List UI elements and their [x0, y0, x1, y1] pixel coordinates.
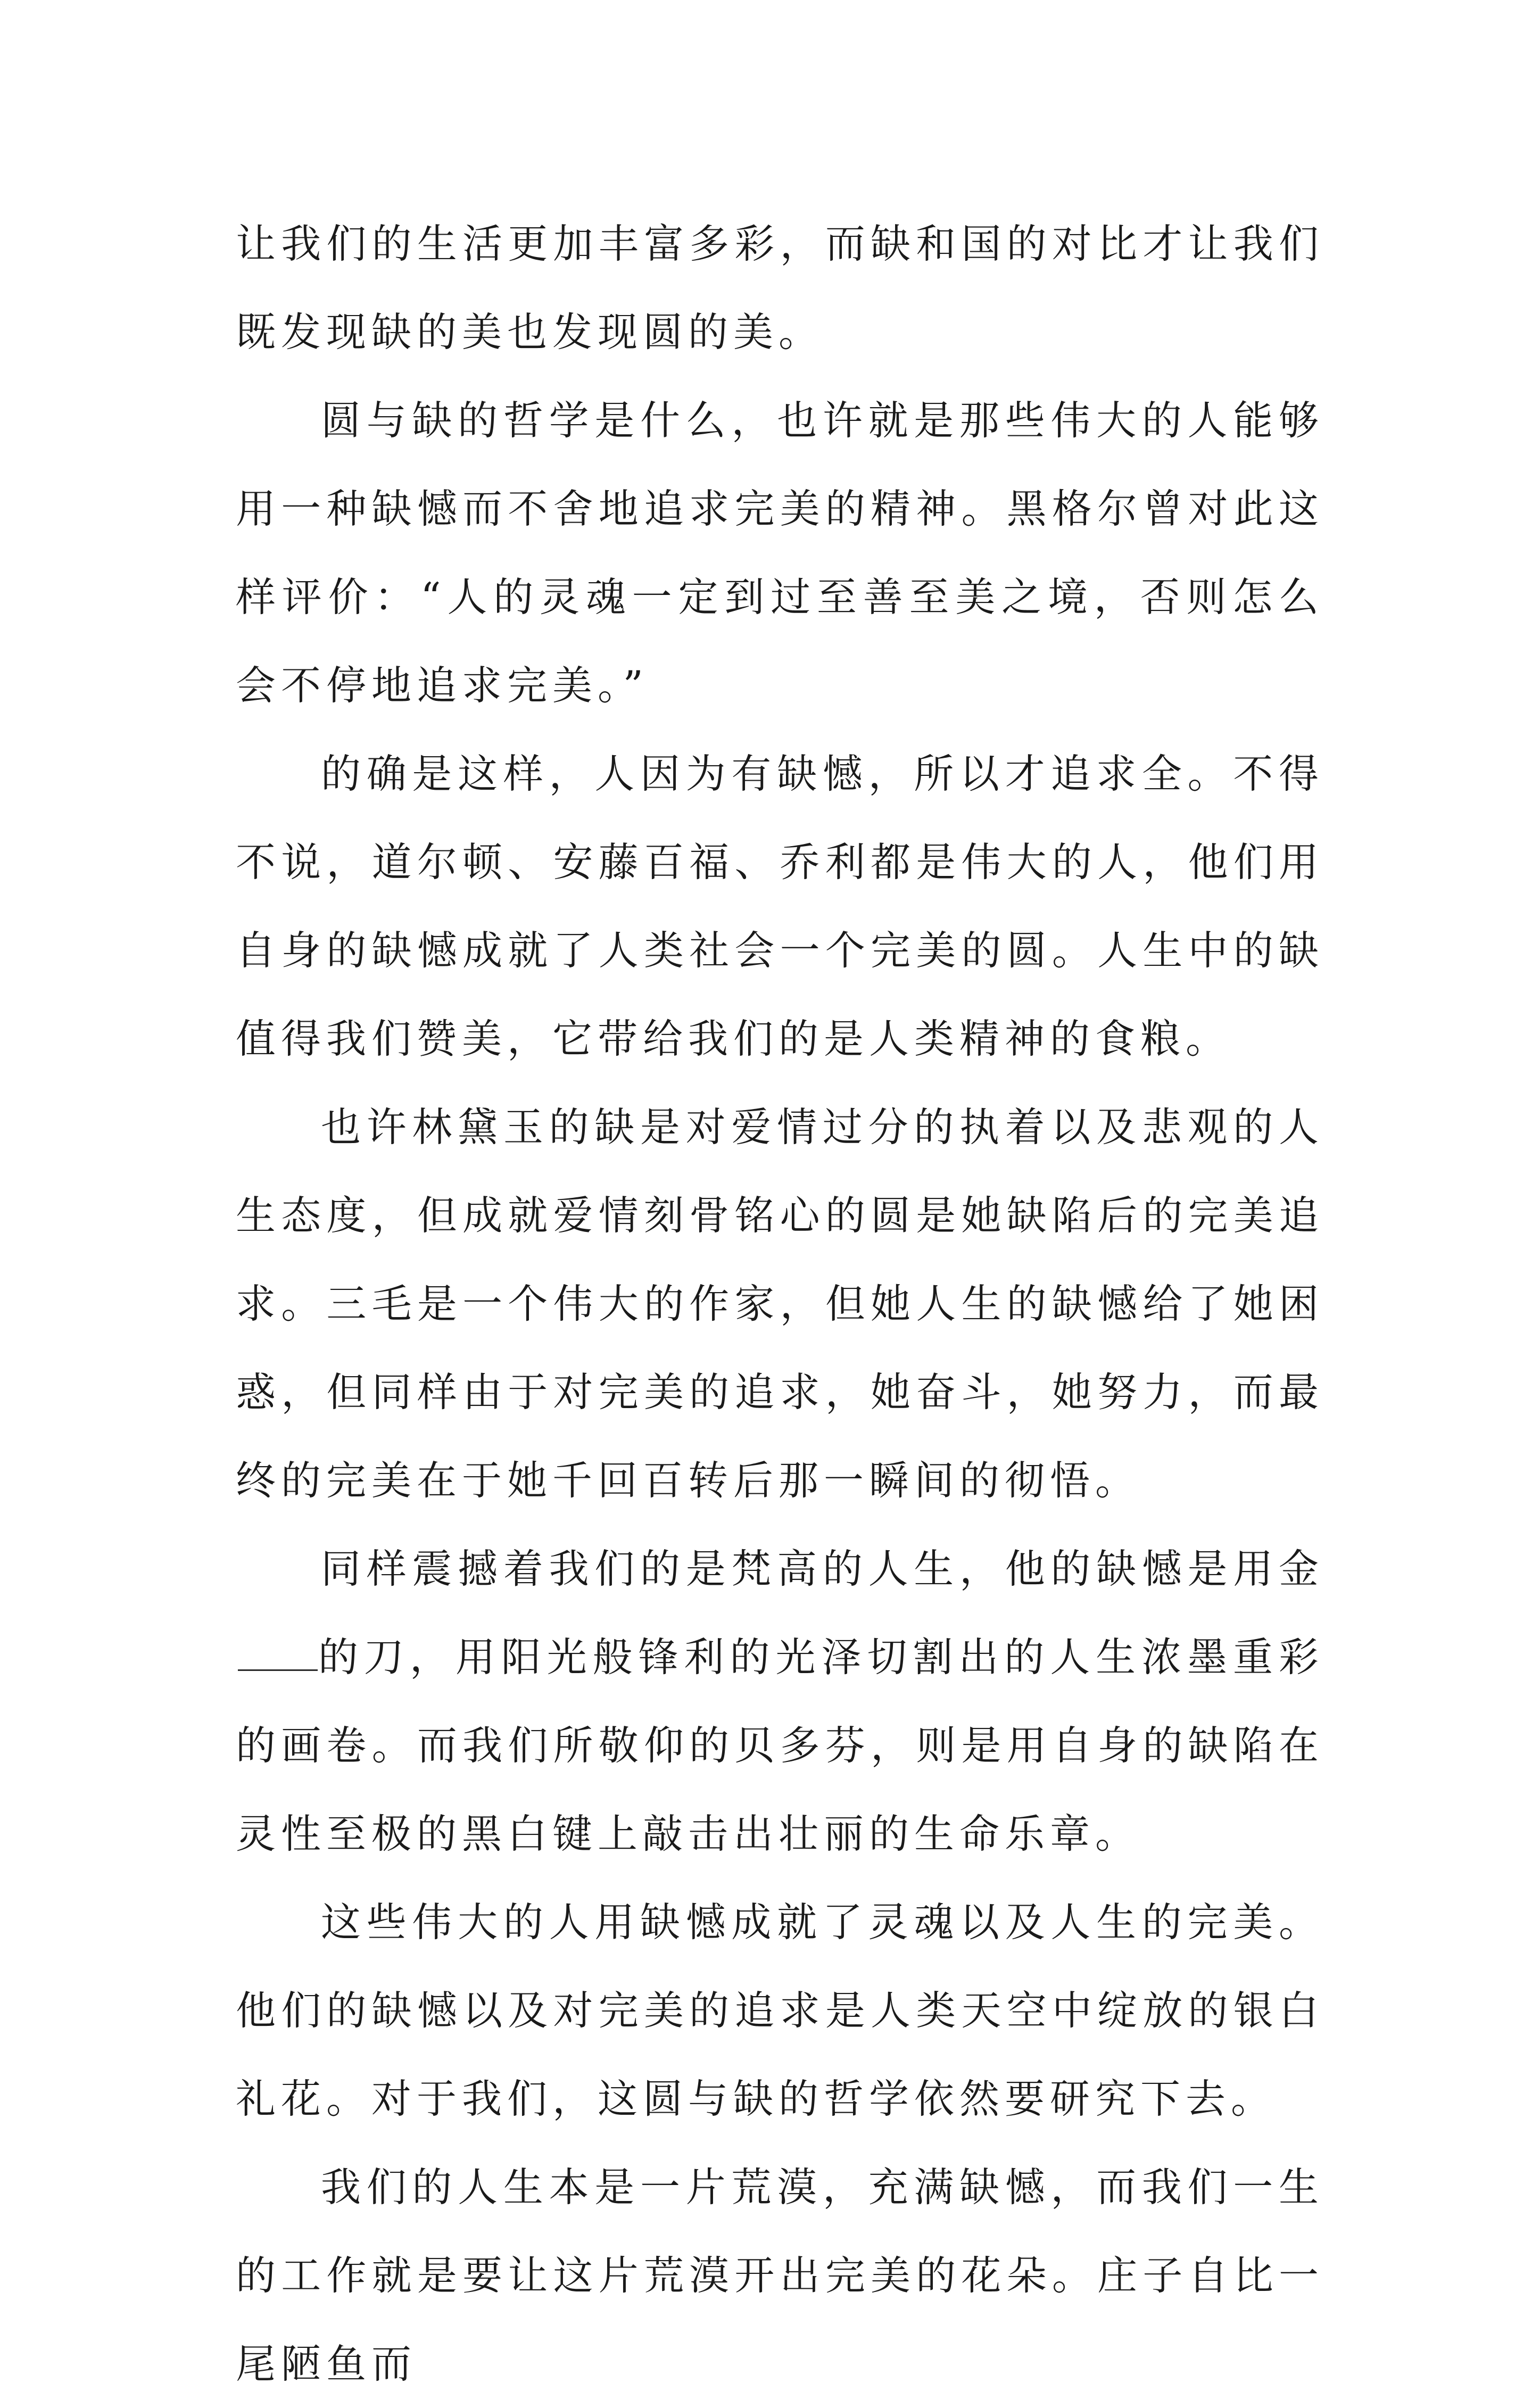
body-text [236, 200, 1324, 2408]
paragraph-7: 我们的人生本是一片荒漠，充满缺憾，而我们一生的工作就是要让这片荒漠开出完美的花朵。庄子自比一尾陋鱼而 [236, 2164, 1324, 2387]
paragraph-3: 的确是这样，人因为有缺憾，所以才追求全。不得不说，道尔顿、安藤百福、乔利都是伟大的人，他们用自身的缺憾成就了人类社会一个完美的圆。人生中的缺值得我们赞美，它带给我们的是人类精神的食粮。 [236, 750, 1324, 1062]
paragraph-1: 让我们的生活更加丰富多彩，而缺和国的对比才让我们既发现缺的美也发现圆的美。 [236, 220, 1324, 355]
paragraph-6: 这些伟大的人用缺憾成就了灵魂以及人生的完美。他们的缺憾以及对完美的追求是人类天空中绽放的银白礼花。对于我们，这圆与缺的哲学依然要研究下去。 [236, 1899, 1324, 2122]
paragraph-5-after-blank: 的刀，用阳光般锋利的光泽切割出的人生浓墨重彩的画卷。而我们所敬仰的贝多芬，则是用自身的缺陷在灵性至极的黑白键上敲击出壮丽的生命乐章。 [236, 1634, 1324, 1857]
paragraph-5-before-blank: 同样震撼着我们的是梵高的人生，他的缺憾是用金 [321, 1545, 1324, 1592]
fill-in-blank-line [238, 1637, 318, 1671]
paragraph-5 [236, 1525, 1324, 1878]
paragraph-4: 也许林黛玉的缺是对爱情过分的执着以及悲观的人生态度，但成就爱情刻骨铭心的圆是她缺陷后的完美追求。三毛是一个伟大的作家，但她人生的缺憾给了她困惑，但同样由于对完美的追求，她奋斗，她努力，而最终的完美在于她千回百转后那一瞬间的彻悟。 [236, 1104, 1324, 1504]
paragraph-2: 圆与缺的哲学是什么，也许就是那些伟大的人能够用一种缺憾而不舍地追求完美的精神。黑格尔曾对此这样评价：“人的灵魂一定到过至善至美之境，否则怎么会不停地追求完美。” [236, 397, 1324, 709]
